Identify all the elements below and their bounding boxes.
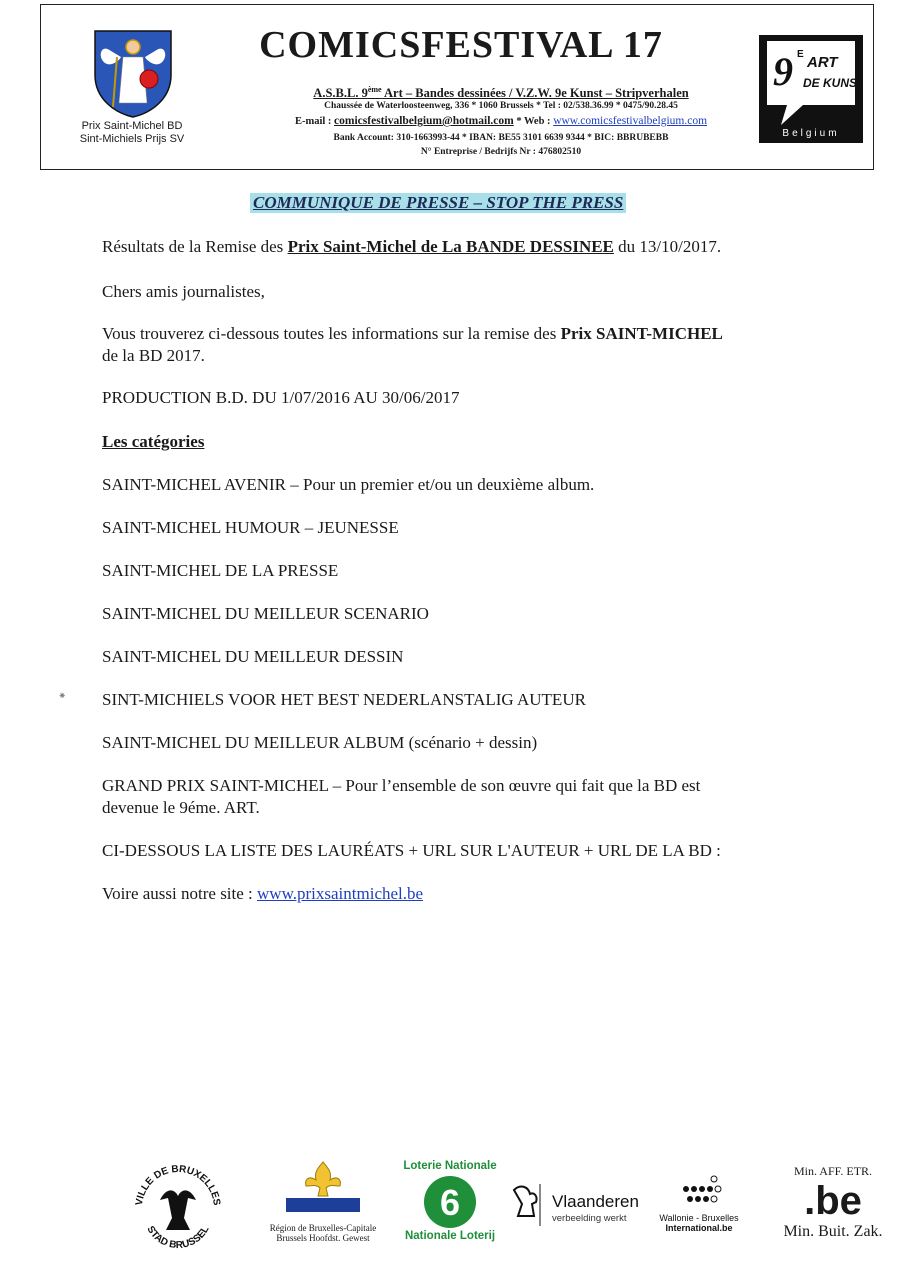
ville-de-bruxelles-logo bbox=[130, 1158, 226, 1254]
address-line: Chaussée de Waterloosteenweg, 336 * 1060 Brussels * Tel : 02/538.36.99 * 0475/90.28.45 bbox=[324, 101, 678, 111]
shield-caption-fr: Prix Saint-Michel BD bbox=[81, 120, 183, 132]
svg-text:Belgium: Belgium bbox=[782, 128, 840, 139]
wallonie-bruxelles-international-logo: Wallonie - Bruxelles International.be bbox=[648, 1174, 750, 1240]
press-release-title: COMMUNIQUE DE PRESSE – STOP THE PRESS bbox=[250, 193, 626, 213]
category-item: SAINT-MICHEL DU MEILLEUR SCENARIO bbox=[102, 604, 429, 623]
see-also-line: Voire aussi notre site : www.prixsaintmichel.be bbox=[102, 884, 424, 903]
scan-speck: ⁕ bbox=[58, 691, 67, 702]
enterprise-number: N° Entreprise / Bedrijfs Nr : 476802510 bbox=[420, 147, 582, 157]
svg-text:STAD BRUSSEL: STAD BRUSSEL bbox=[144, 1224, 212, 1252]
9e-art-logo bbox=[759, 35, 863, 143]
organization-line: A.S.B.L. 9ème Art – Bandes dessinées / V.Z.W. 9e Kunst – Stripverhalen bbox=[313, 85, 689, 101]
category-item: SAINT-MICHEL AVENIR – Pour un premier et/ou un deuxième album. bbox=[102, 475, 595, 494]
category-item: SAINT-MICHEL DU MEILLEUR ALBUM (scénario + dessin) bbox=[102, 733, 538, 752]
shield-caption-nl: Sint-Michiels Prijs SV bbox=[79, 133, 185, 145]
svg-text:6: 6 bbox=[439, 1182, 461, 1223]
production-period: PRODUCTION B.D. DU 1/07/2016 AU 30/06/2017 bbox=[102, 388, 460, 407]
svg-text:ART: ART bbox=[807, 54, 838, 71]
grand-prix-line-2: devenue le 9éme. ART. bbox=[102, 798, 260, 817]
vlaanderen-logo: Vlaanderen verbeelding werkt bbox=[508, 1182, 648, 1232]
svg-text:DE KUNST: DE KUNST bbox=[803, 76, 863, 90]
website-link[interactable]: www.comicsfestivalbelgium.com bbox=[553, 115, 708, 127]
category-item: SAINT-MICHEL DE LA PRESSE bbox=[102, 561, 339, 580]
categories-heading: Les catégories bbox=[102, 432, 205, 451]
intro-line-2: de la BD 2017. bbox=[102, 346, 205, 365]
category-item: SAINT-MICHEL HUMOUR – JEUNESSE bbox=[102, 518, 399, 537]
svg-text:VILLE DE BRUXELLES: VILLE DE BRUXELLES bbox=[134, 1163, 222, 1207]
svg-text:E: E bbox=[797, 49, 804, 60]
category-item: SAINT-MICHEL DU MEILLEUR DESSIN bbox=[102, 647, 404, 666]
bank-line: Bank Account: 310-1663993-44 * IBAN: BE55 3101 6639 9344 * BIC: BBRUBEBB bbox=[333, 133, 669, 143]
loterie-nationale-logo: Loterie Nationale 6 Nationale Loterij bbox=[403, 1160, 497, 1242]
festival-title: COMICSFESTIVAL 17 bbox=[259, 24, 663, 66]
contact-line: E-mail : comicsfestivalbelgium@hotmail.com * Web : www.comicsfestivalbelgium.com bbox=[294, 115, 708, 127]
dots-icon bbox=[648, 1174, 750, 1208]
laureates-line: CI-DESSOUS LA LISTE DES LAURÉATS + URL SUR L'AUTEUR + URL DE LA BD : bbox=[102, 841, 721, 860]
grand-prix-line-1: GRAND PRIX SAINT-MICHEL – Pour l’ensemble de son œuvre qui fait que la BD est bbox=[102, 776, 701, 795]
saint-michel-shield-logo bbox=[91, 27, 175, 119]
letterhead bbox=[40, 4, 874, 170]
art-logo-nine: 9 bbox=[773, 49, 793, 94]
ministere-affaires-etrangeres-logo: Min. AFF. ETR. .be Min. Buit. Zak. bbox=[783, 1164, 883, 1240]
category-item: SINT-MICHIELS VOOR HET BEST NEDERLANSTALIG AUTEUR bbox=[102, 690, 586, 709]
greeting: Chers amis journalistes, bbox=[102, 282, 265, 301]
results-paragraph: Résultats de la Remise des Prix Saint-Michel de La BANDE DESSINEE du 13/10/2017. bbox=[102, 237, 722, 256]
region-bruxelles-capitale-logo: Région de Bruxelles-Capitale Brussels Hoofdst. Gewest bbox=[268, 1160, 378, 1272]
prix-site-link[interactable]: www.prixsaintmichel.be bbox=[257, 884, 424, 903]
flemish-lion-icon bbox=[508, 1182, 544, 1228]
intro-line-1: Vous trouverez ci-dessous toutes les informations sur la remise des Prix SAINT-MICHEL bbox=[102, 324, 723, 343]
email-link[interactable]: comicsfestivalbelgium@hotmail.com bbox=[334, 115, 514, 127]
